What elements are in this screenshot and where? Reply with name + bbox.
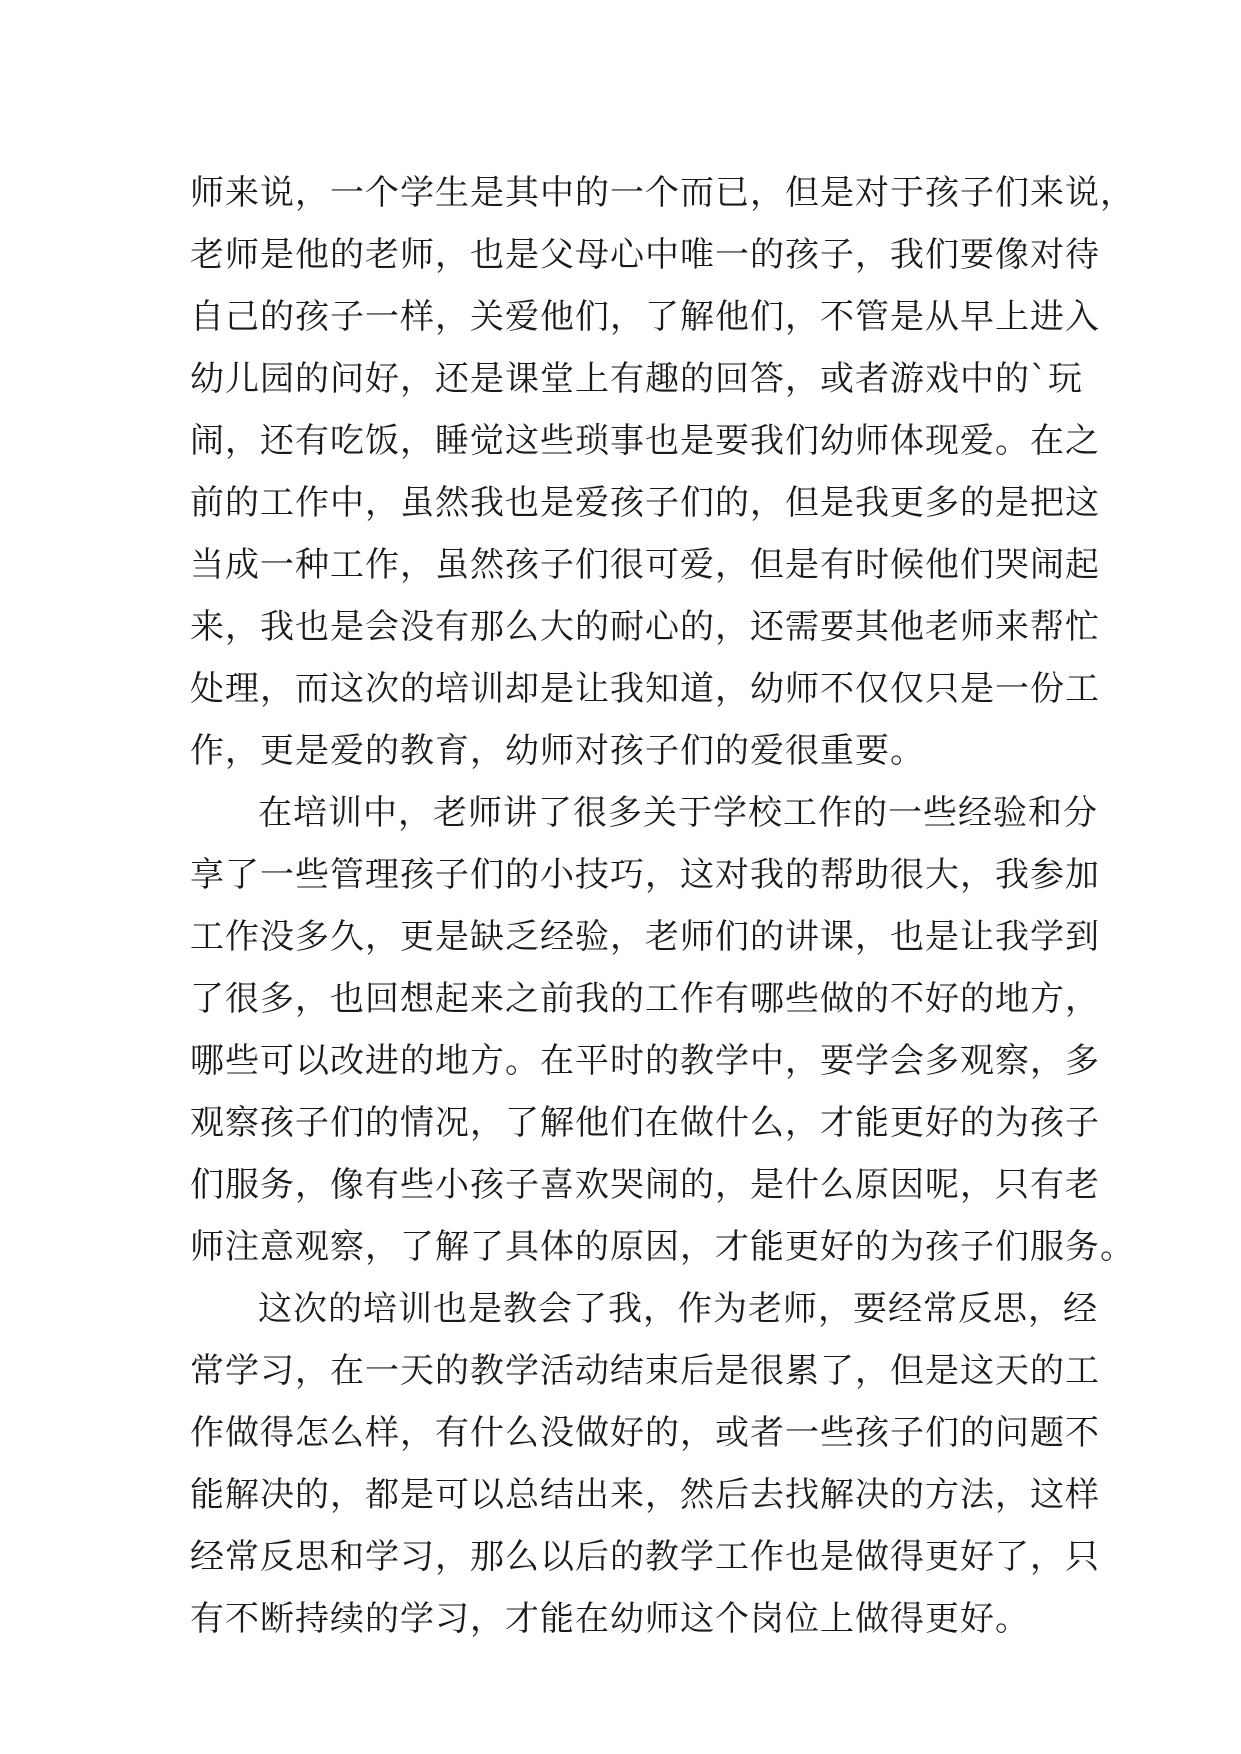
text-line: 自己的孩子一样，关爱他们，了解他们，不管是从早上进入 xyxy=(190,297,1100,337)
text-line: 作，更是爱的教育，幼师对孩子们的爱很重要。 xyxy=(190,731,925,771)
text-line: 处理，而这次的培训却是让我知道，幼师不仅仅只是一份工 xyxy=(190,669,1100,709)
text-line: 常学习，在一天的教学活动结束后是很累了，但是这天的工 xyxy=(190,1351,1100,1391)
paragraph-start-line: 在培训中，老师讲了很多关于学校工作的一些经验和分 xyxy=(258,793,1098,833)
text-line: 老师是他的老师，也是父母心中唯一的孩子，我们要像对待 xyxy=(190,235,1100,275)
text-line: 师来说，一个学生是其中的一个而已，但是对于孩子们来说， xyxy=(190,173,1135,213)
text-line: 享了一些管理孩子们的小技巧，这对我的帮助很大，我参加 xyxy=(190,855,1100,895)
text-line: 前的工作中，虽然我也是爱孩子们的，但是我更多的是把这 xyxy=(190,483,1100,523)
text-line: 了很多，也回想起来之前我的工作有哪些做的不好的地方， xyxy=(190,979,1100,1019)
body-text xyxy=(190,162,1135,1650)
text-line: 工作没多久，更是缺乏经验，老师们的讲课，也是让我学到 xyxy=(190,917,1100,957)
text-line: 能解决的，都是可以总结出来，然后去找解决的方法，这样 xyxy=(190,1475,1100,1515)
text-line: 观察孩子们的情况，了解他们在做什么，才能更好的为孩子 xyxy=(190,1103,1100,1143)
text-line: 闹，还有吃饭，睡觉这些琐事也是要我们幼师体现爱。在之 xyxy=(190,421,1100,461)
text-line: 有不断持续的学习，才能在幼师这个岗位上做得更好。 xyxy=(190,1599,1030,1639)
text-line: 幼儿园的问好，还是课堂上有趣的回答，或者游戏中的`玩 xyxy=(190,359,1083,399)
text-line: 们服务，像有些小孩子喜欢哭闹的，是什么原因呢，只有老 xyxy=(190,1165,1100,1205)
paragraph-start-line: 这次的培训也是教会了我，作为老师，要经常反思，经 xyxy=(258,1289,1098,1329)
text-line: 哪些可以改进的地方。在平时的教学中，要学会多观察，多 xyxy=(190,1041,1100,1081)
text-line: 当成一种工作，虽然孩子们很可爱，但是有时候他们哭闹起 xyxy=(190,545,1100,585)
text-line: 经常反思和学习，那么以后的教学工作也是做得更好了，只 xyxy=(190,1537,1100,1577)
text-line: 来，我也是会没有那么大的耐心的，还需要其他老师来帮忙 xyxy=(190,607,1100,647)
text-line: 作做得怎么样，有什么没做好的，或者一些孩子们的问题不 xyxy=(190,1413,1100,1453)
text-line: 师注意观察，了解了具体的原因，才能更好的为孩子们服务。 xyxy=(190,1227,1135,1267)
